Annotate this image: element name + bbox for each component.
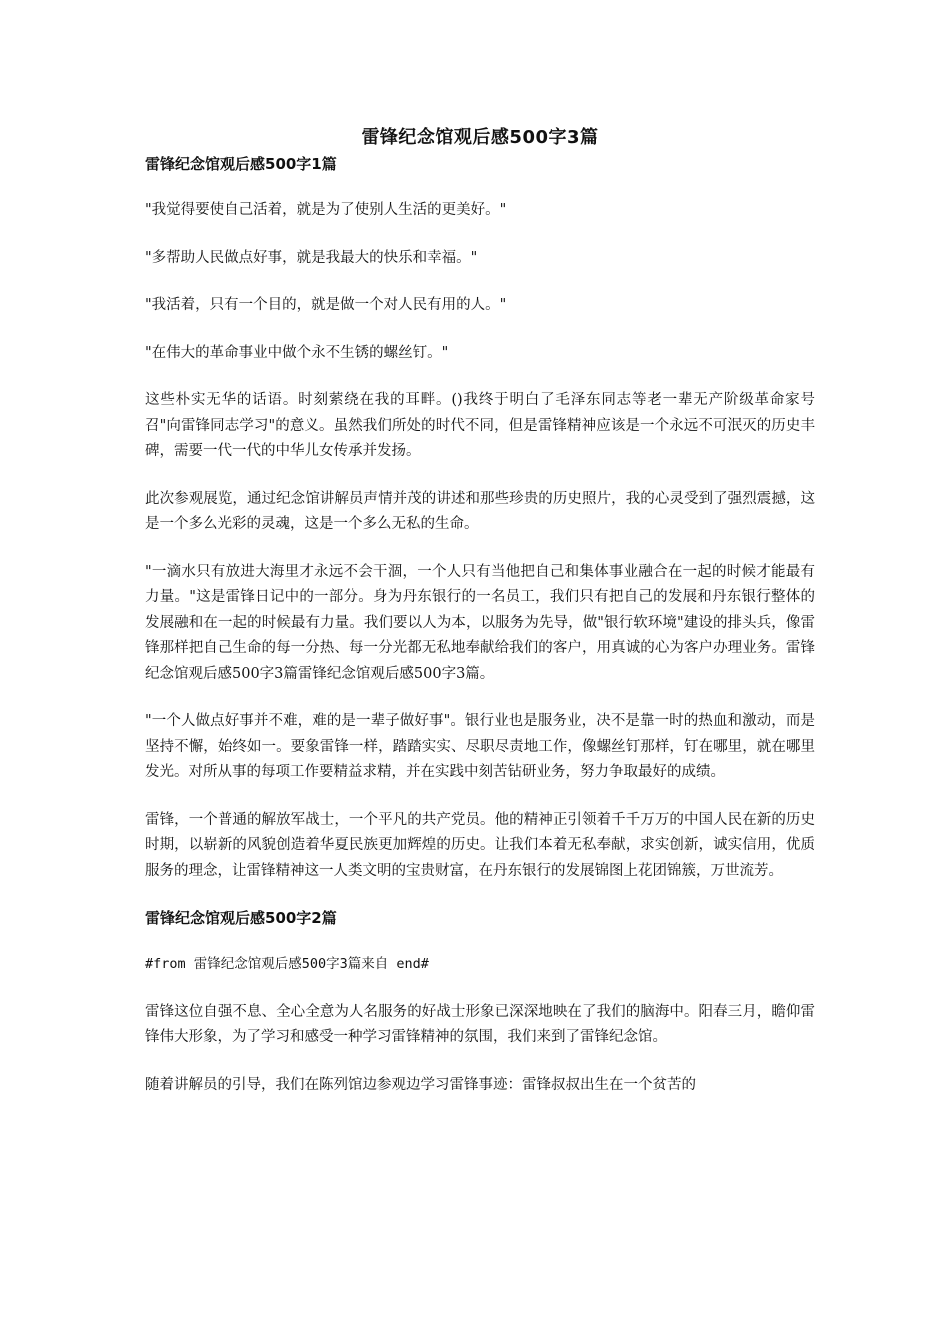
paragraph: 此次参观展览，通过纪念馆讲解员声情并茂的讲述和那些珍贵的历史照片，我的心灵受到了强烈震撼，这是一个多么光彩的灵魂，这是一个多么无私的生命。: [145, 490, 815, 532]
paragraph: "我活着，只有一个目的，就是做一个对人民有用的人。": [145, 297, 507, 313]
paragraph: 雷锋，一个普通的解放军战士，一个平凡的共产党员。他的精神正引领着千千万万的中国人民在新的历史时期，以崭新的风貌创造着华夏民族更加辉煌的历史。让我们本着无私奉献，求实创新，诚实信用，优质服务的理念，让雷锋精神这一人类文明的宝贵财富，在丹东银行的发展锦图上花团锦簇，万世流芳。: [145, 811, 815, 879]
paragraph: "我觉得要使自己活着，就是为了使别人生活的更美好。": [145, 202, 507, 218]
section-2-heading: 雷锋纪念馆观后感500字2篇: [145, 909, 337, 927]
paragraph: "一滴水只有放进大海里才永远不会干涸，一个人只有当他把自己和集体事业融合在一起的时候才能最有力量。"这是雷锋日记中的一部分。身为丹东银行的一名员工，我们只有把自己的发展和丹东银行整体的发展融和在一起的时候最有力量。我们要以人为本，以服务为先导，做"银行软环境"建设的排头兵，像雷锋那样把自己生命的每一分热、每一分光都无私地奉献给我们的客户，用真诚的心为客户办理业务。雷锋纪念馆观后感500字3篇雷锋纪念馆观后感500字3篇。: [145, 563, 815, 682]
paragraph: 随着讲解员的引导，我们在陈列馆边参观边学习雷锋事迹：雷锋叔叔出生在一个贫苦的: [145, 1076, 696, 1093]
document-title: 雷锋纪念馆观后感500字3篇: [361, 127, 599, 148]
paragraph: "在伟大的革命事业中做个永不生锈的螺丝钉。": [145, 344, 449, 361]
document-page: [145, 124, 815, 1098]
paragraph: 雷锋这位自强不息、全心全意为人名服务的好战士形象已深深地映在了我们的脑海中。阳春三月，瞻仰雷锋伟大形象，为了学习和感受一种学习雷锋精神的氛围，我们来到了雷锋纪念馆。: [145, 1003, 815, 1045]
paragraph: 这些朴实无华的话语。时刻萦绕在我的耳畔。()我终于明白了毛泽东同志等老一辈无产阶级革命家号召"向雷锋同志学习"的意义。虽然我们所处的时代不同，但是雷锋精神应该是一个永远不可泯灭的历史丰碑，需要一代一代的中华儿女传承并发扬。: [145, 392, 815, 459]
paragraph: "一个人做点好事并不难，难的是一辈子做好事"。银行业也是服务业，决不是靠一时的热血和激动，而是坚持不懈，始终如一。要象雷锋一样，踏踏实实、尽职尽责地工作，像螺丝钉那样，钉在哪里，就在哪里发光。对所从事的每项工作要精益求精，并在实践中刻苦钻研业务，努力争取最好的成绩。: [145, 713, 815, 780]
paragraph: "多帮助人民做点好事，就是我最大的快乐和幸福。": [145, 249, 478, 266]
source-marker: #from 雷锋纪念馆观后感500字3篇来自 end#: [145, 956, 429, 972]
section-1-heading: 雷锋纪念馆观后感500字1篇: [145, 155, 337, 173]
